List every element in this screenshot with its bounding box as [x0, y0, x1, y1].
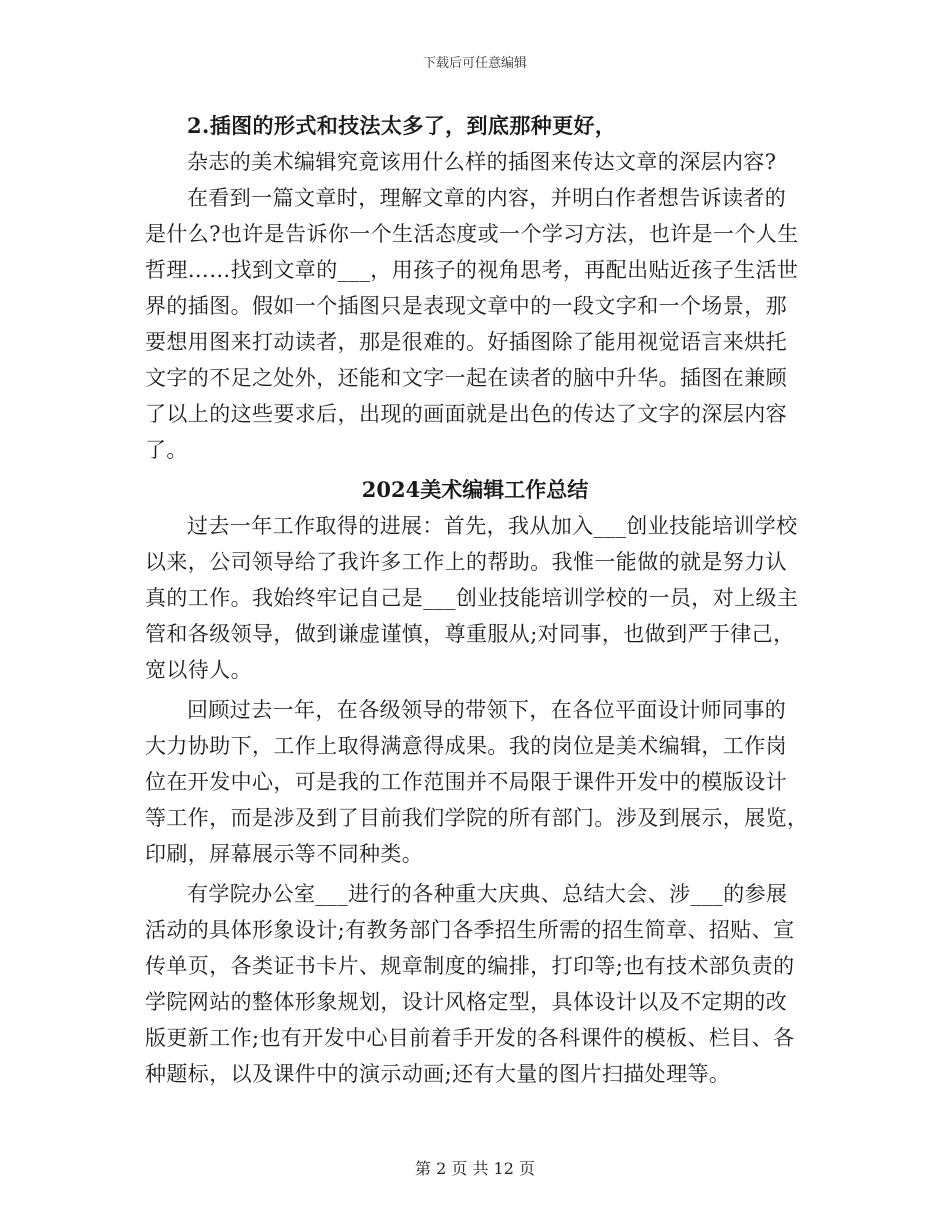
paragraph-line: 等工作，而是涉及到了目前我们学院的所有部门。涉及到展示，展览， — [145, 806, 809, 830]
paragraph-line: 在看到一篇文章时，理解文章的内容，并明白作者想告诉读者的 — [187, 186, 787, 210]
paragraph-line: 文字的不足之处外，还能和文字一起在读者的脑中升华。插图在兼顾 — [145, 366, 787, 390]
paragraph-line: 哲理……找到文章的___，用孩子的视角思考，再配出贴近孩子生活世 — [145, 258, 799, 282]
paragraph-line: 版更新工作;也有开发中心目前着手开发的各科课件的模板、栏目、各 — [145, 1026, 795, 1050]
paragraph-line: 过去一年工作取得的进展：首先，我从加入___创业技能培训学校 — [187, 514, 798, 538]
paragraph-line: 回顾过去一年，在各级领导的带领下，在各位平面设计师同事的 — [187, 698, 787, 722]
section-heading: 2.插图的形式和技法太多了，到底那种更好， — [187, 113, 617, 138]
paragraph-line: 印刷，屏幕展示等不同种类。 — [145, 842, 424, 866]
paragraph-line: 大力协助下，工作上取得满意得成果。我的岗位是美术编辑，工作岗 — [145, 734, 787, 758]
paragraph-line: 真的工作。我始终牢记自己是___创业技能培训学校的一员，对上级主 — [145, 586, 799, 610]
paragraph-line: 位在开发中心，可是我的工作范围并不局限于课件开发中的模版设计 — [145, 770, 787, 794]
paragraph-line: 是什么?也许是告诉你一个生活态度或一个学习方法，也许是一个人生 — [145, 222, 799, 246]
paragraph-line: 要想用图来打动读者，那是很难的。好插图除了能用视觉语言来烘托 — [145, 330, 787, 354]
paragraph-line: 有学院办公室___进行的各种重大庆典、总结大会、涉___的参展 — [187, 882, 788, 906]
paragraph-line: 宽以待人。 — [145, 658, 252, 682]
paragraph-line: 了以上的这些要求后，出现的画面就是出色的传达了文字的深层内容 — [145, 402, 787, 426]
paragraph-line: 学院网站的整体形象规划，设计风格定型，具体设计以及不定期的改 — [145, 990, 787, 1014]
paragraph-line: 界的插图。假如一个插图只是表现文章中的一段文字和一个场景，那 — [145, 294, 787, 318]
paragraph-line: 传单页，各类证书卡片、规章制度的编排，打印等;也有技术部负责的 — [145, 954, 795, 978]
paragraph-line: 管和各级领导，做到谦虚谨慎，尊重服从;对同事，也做到严于律己， — [145, 622, 795, 646]
paragraph-line: 活动的具体形象设计;有教务部门各季招生所需的招生简章、招贴、宣 — [145, 918, 795, 942]
paragraph-line: 以来，公司领导给了我许多工作上的帮助。我惟一能做的就是努力认 — [145, 550, 787, 574]
paragraph-line: 种题标，以及课件中的演示动画;还有大量的图片扫描处理等。 — [145, 1062, 731, 1086]
page-header-note: 下载后可任意编辑 — [422, 56, 527, 71]
paragraph-line: 了。 — [145, 438, 188, 462]
page-number-footer: 第 2 页 共 12 页 — [415, 1159, 535, 1178]
paragraph-line: 杂志的美术编辑究竟该用什么样的插图来传达文章的深层内容? — [187, 150, 777, 174]
document-body — [145, 108, 809, 1092]
document-title: 2024美术编辑工作总结 — [361, 477, 589, 502]
